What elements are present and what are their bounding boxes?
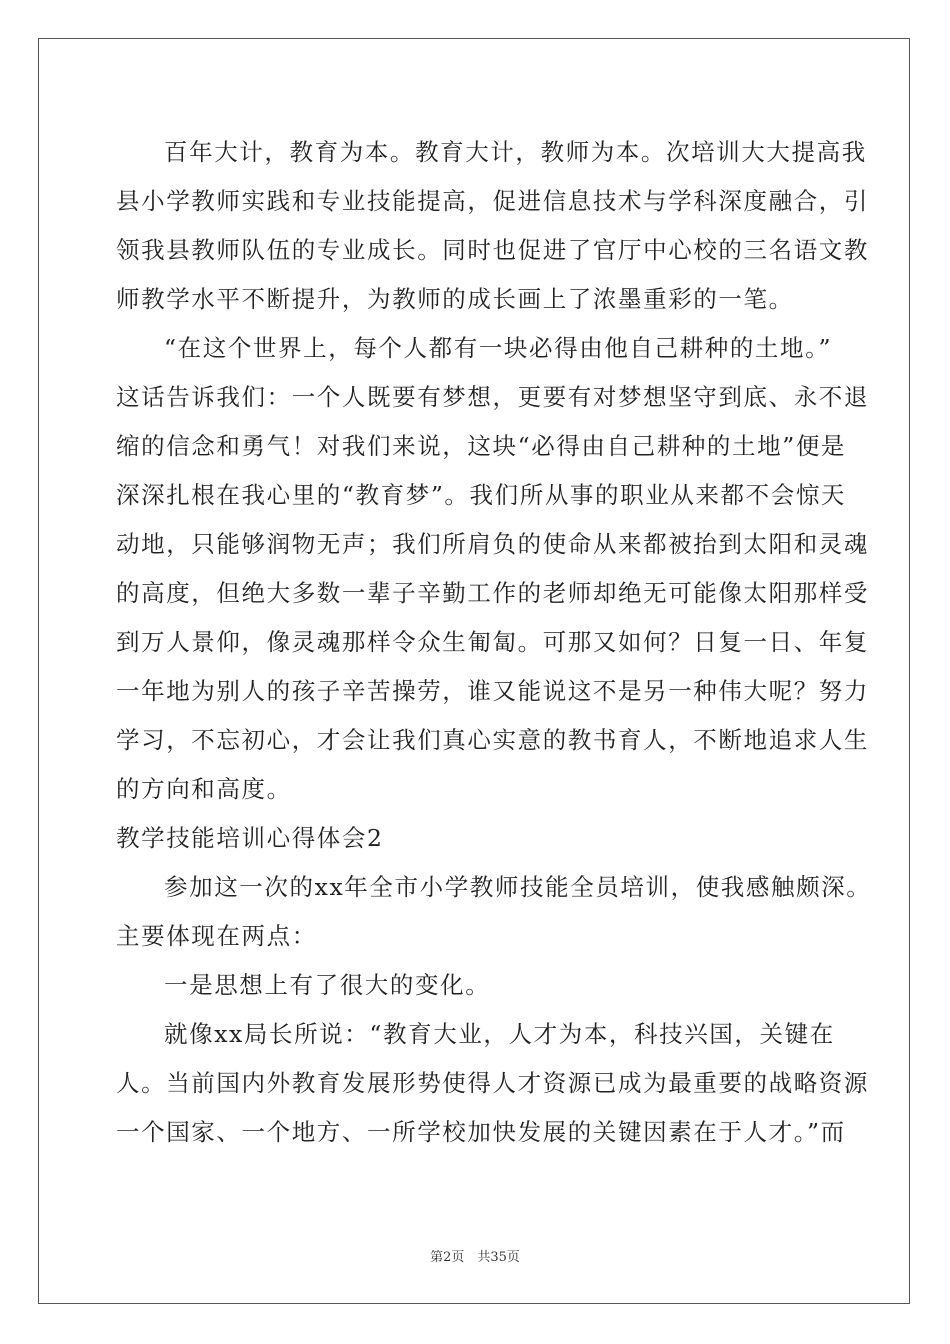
text-line: 主要体现在两点：: [116, 922, 317, 950]
text-line: 一是思想上有了很大的变化。: [164, 971, 491, 999]
text-line: 参加这一次的xx年全市小学教师技能全员培训，使我感触颇深。: [164, 873, 872, 901]
text-line: 就像xx局长所说：“教育大业，人才为本，科技兴国，关键在: [164, 1020, 835, 1048]
page-number-footer: 第2页 共35页: [430, 1250, 520, 1265]
text-line: 县小学教师实践和专业技能提高，促进信息技术与学科深度融合，引: [116, 187, 869, 215]
document-body: [116, 128, 872, 1157]
text-line: 这话告诉我们：一个人既要有梦想，更要有对梦想坚守到底、永不退: [116, 383, 869, 411]
text-line: 深深扎根在我心里的“教育梦”。我们所从事的职业从来都不会惊天: [116, 481, 847, 509]
text-line: 师教学水平不断提升，为教师的成长画上了浓墨重彩的一笔。: [116, 285, 794, 313]
text-line: 的高度，但绝大多数一辈子辛勤工作的老师却绝无可能像太阳那样受: [116, 579, 869, 607]
text-line: 到万人景仰，像灵魂那样令众生匍匐。可那又如何？日复一日、年复: [116, 628, 869, 656]
text-line: 人。当前国内外教育发展形势使得人才资源已成为最重要的战略资源: [116, 1069, 869, 1097]
text-line: 的方向和高度。: [116, 775, 292, 803]
text-line: 一个国家、一个地方、一所学校加快发展的关键因素在于人才。”而: [116, 1118, 846, 1146]
text-line: 百年大计，教育为本。教育大计，教师为本。次培训大大提高我: [164, 138, 867, 166]
text-line: 学习，不忘初心，才会让我们真心实意的教书育人，不断地追求人生: [116, 726, 869, 754]
text-line: 领我县教师队伍的专业成长。同时也促进了官厅中心校的三名语文教: [116, 236, 869, 264]
text-line: 一年地为别人的孩子辛苦操劳，谁又能说这不是另一种伟大呢？努力: [116, 677, 869, 705]
text-line: “在这个世界上，每个人都有一块必得由他自己耕种的土地。”: [164, 334, 833, 362]
text-line: 缩的信念和勇气！对我们来说，这块“必得由自己耕种的土地”便是: [116, 432, 847, 460]
text-line: 动地，只能够润物无声；我们所肩负的使命从来都被抬到太阳和灵魂: [116, 530, 869, 558]
section-heading: 教学技能培训心得体会2: [116, 824, 384, 852]
